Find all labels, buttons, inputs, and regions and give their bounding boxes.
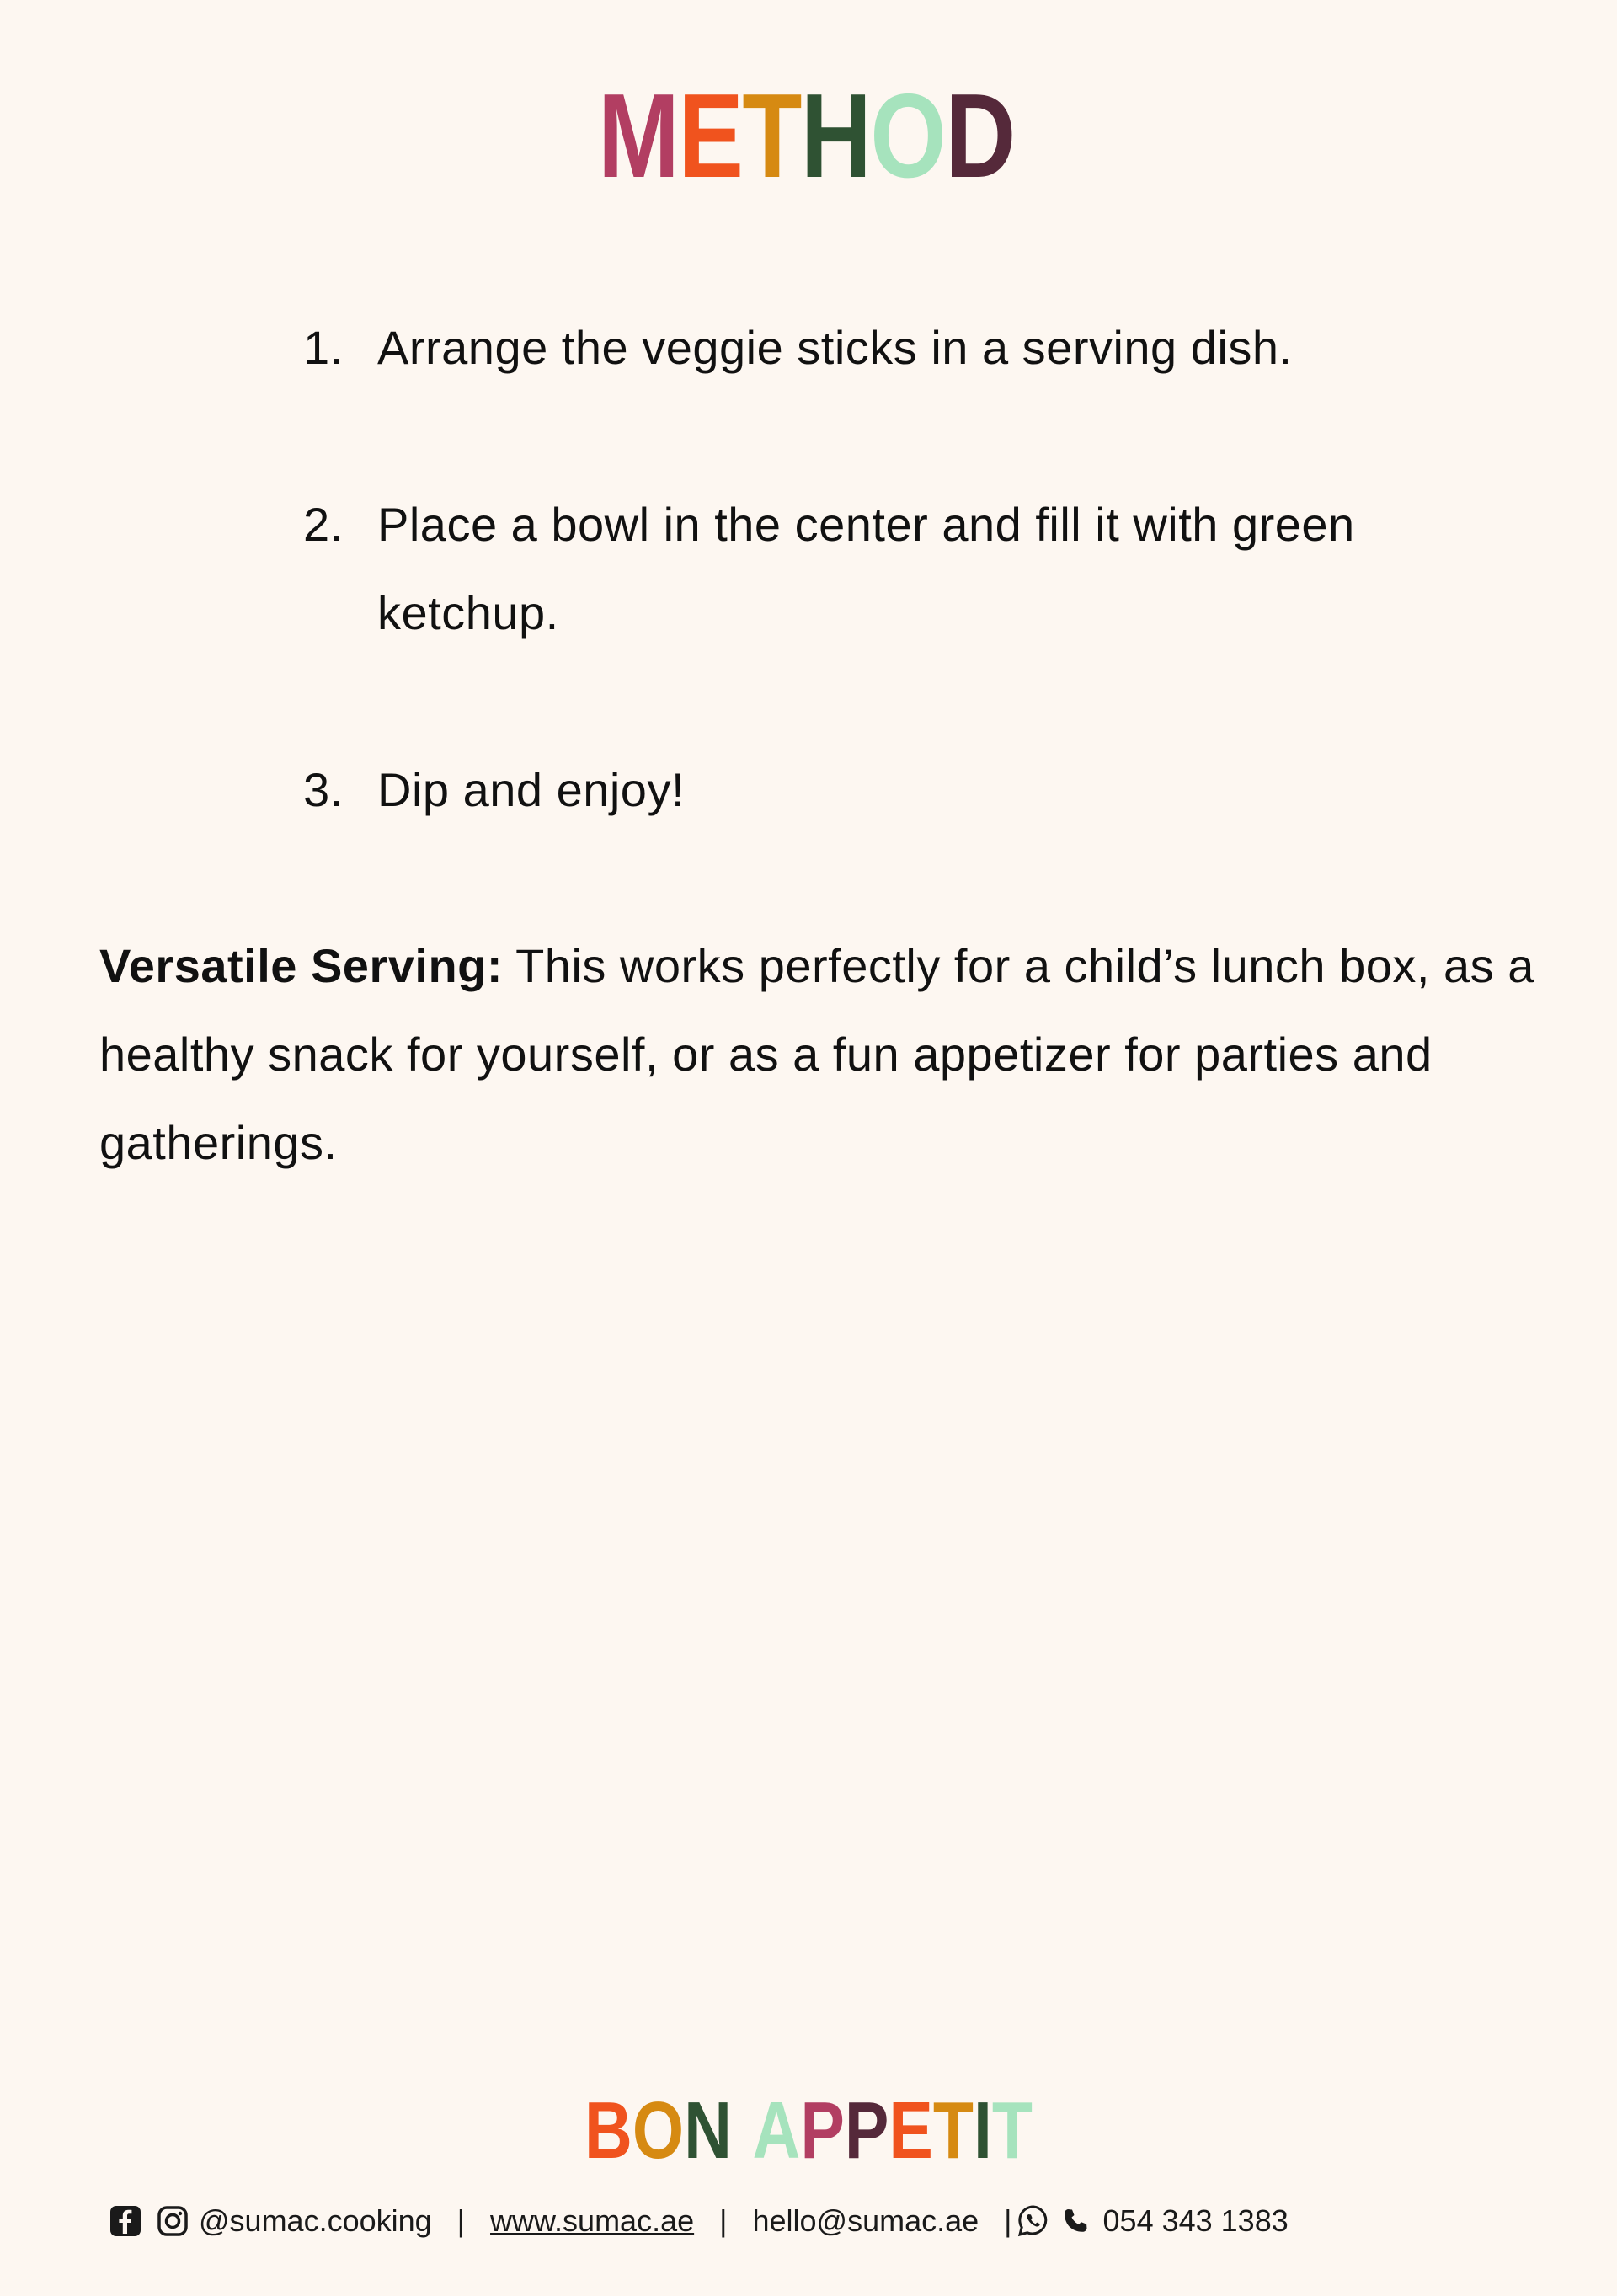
title-letter: O (870, 69, 946, 203)
facebook-icon[interactable] (108, 2203, 143, 2239)
method-steps (303, 303, 1499, 922)
step-number: 2. (303, 498, 344, 551)
whatsapp-icon[interactable] (1016, 2203, 1051, 2239)
phone-icon (1058, 2203, 1093, 2239)
step-text: Arrange the veggie sticks in a serving dish. (377, 321, 1293, 374)
signoff-letter: A (752, 2085, 801, 2176)
signoff-letter: T (991, 2085, 1033, 2176)
social-handle[interactable]: @sumac.cooking (199, 2203, 432, 2238)
signoff-letter: B (584, 2085, 632, 2176)
contact-footer (108, 2198, 1289, 2244)
signoff-letter: T (932, 2085, 974, 2176)
title-letter: M (597, 69, 679, 203)
signoff-letter: I (974, 2085, 992, 2176)
title-letter: H (800, 69, 871, 203)
step-text: Place a bowl in the center and fill it with green ketchup. (377, 498, 1355, 639)
signoff-letter: E (889, 2085, 933, 2176)
footer-separator: | (719, 2203, 728, 2238)
serving-note (99, 921, 1548, 1187)
step-number: 3. (303, 763, 344, 816)
title-letter: T (742, 69, 801, 203)
footer-separator: | (1004, 2203, 1012, 2238)
title-letter: D (945, 69, 1015, 203)
signoff-heading (146, 2085, 1471, 2176)
email-address[interactable]: hello@sumac.ae (752, 2203, 979, 2238)
step-text: Dip and enjoy! (377, 763, 686, 816)
step-item (303, 480, 1499, 657)
step-item (303, 745, 1499, 834)
phone-number[interactable]: 054 343 1383 (1102, 2203, 1289, 2238)
title-letter: E (678, 69, 743, 203)
step-item (303, 303, 1499, 392)
instagram-icon[interactable] (155, 2203, 190, 2239)
footer-separator: | (456, 2203, 466, 2238)
step-number: 1. (303, 321, 344, 374)
signoff-letter: P (800, 2085, 845, 2176)
page-title (143, 69, 1469, 203)
signoff-letter: P (844, 2085, 889, 2176)
serving-note-text: This works perfectly for a child’s lunch box, as a healthy snack for yourself, or as a fun appetizer for parties and gatherings. (99, 939, 1534, 1169)
signoff-letter: N (684, 2085, 732, 2176)
website-link[interactable]: www.sumac.ae (490, 2203, 695, 2238)
signoff-letter: O (632, 2085, 685, 2176)
serving-note-label: Versatile Serving: (99, 939, 504, 992)
